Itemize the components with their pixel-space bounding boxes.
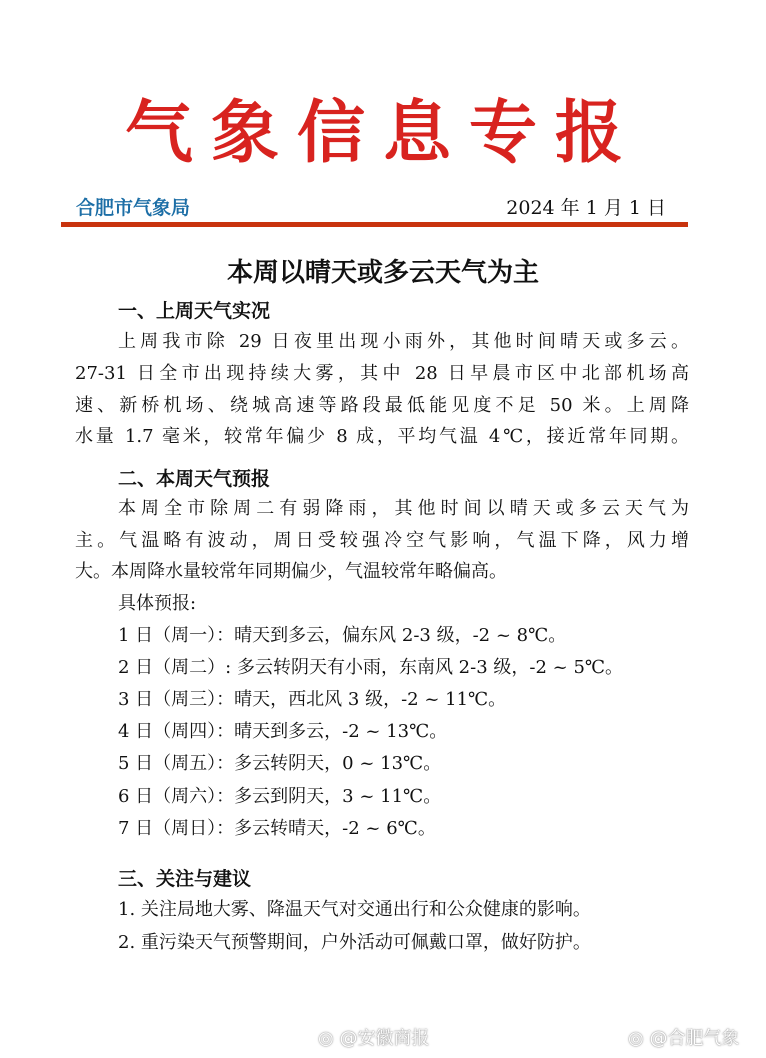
paragraph-line: 主。气温略有波动，周日受较强冷空气影响，气温下降，风力增 (75, 530, 689, 551)
section-heading-last-week: 一、上周天气实况 (118, 300, 271, 322)
weibo-icon: ◎ (628, 1028, 650, 1049)
forecast-day: 6 日（周六）：多云到阴天，3 ~ 11℃。 (118, 786, 442, 807)
advice-item: 2. 重污染天气预警期间，户外活动可佩戴口罩，做好防护。 (118, 932, 591, 953)
section-heading-this-week: 二、本周天气预报 (118, 468, 271, 490)
paragraph-line: 大。本周降水量较常年同期偏少，气温较常年略偏高。 (75, 561, 507, 582)
masthead-title: 气象信息专报 (124, 93, 641, 173)
forecast-label: 具体预报: (118, 593, 197, 614)
advice-item: 1. 关注局地大雾、降温天气对交通出行和公众健康的影响。 (118, 899, 591, 920)
forecast-day: 2 日（周二）: 多云转阴天有小雨，东南风 2-3 级，-2 ~ 5℃。 (118, 657, 624, 678)
forecast-day: 4 日（周四）：晴天到多云，-2 ~ 13℃。 (118, 721, 448, 742)
section-heading-advice: 三、关注与建议 (118, 868, 252, 890)
headline: 本周以晴天或多云天气为主 (226, 258, 539, 288)
watermark-weibo-anhui: ◎ @安徽商报 (318, 1028, 430, 1049)
agency-name: 合肥市气象局 (76, 197, 191, 219)
paragraph-line: 上周我市除 29 日夜里出现小雨外，其他时间晴天或多云。 (118, 331, 689, 352)
forecast-day: 5 日（周五）：多云转阴天，0 ~ 13℃。 (118, 753, 442, 774)
paragraph-line: 速、新桥机场、绕城高速等路段最低能见度不足 50 米。上周降 (75, 395, 689, 416)
forecast-day: 1 日（周一）：晴天到多云，偏东风 2-3 级，-2 ~ 8℃。 (118, 625, 567, 646)
issue-date: 2024 年 1 月 1 日 (506, 197, 666, 219)
paragraph-line: 本周全市除周二有弱降雨，其他时间以晴天或多云天气为 (118, 498, 689, 519)
watermark-weibo-hefei: ◎ @合肥气象 (628, 1028, 740, 1049)
paragraph-line: 水量 1.7 毫米，较常年偏少 8 成，平均气温 4℃，接近常年同期。 (75, 426, 689, 447)
header-divider (61, 222, 688, 227)
forecast-day: 3 日（周三）：晴天，西北风 3 级，-2 ~ 11℃。 (118, 689, 507, 710)
paragraph-line: 27-31 日全市出现持续大雾，其中 28 日早晨市区中北部机场高 (75, 363, 689, 384)
forecast-day: 7 日（周日）：多云转晴天，-2 ~ 6℃。 (118, 818, 436, 839)
weibo-icon: ◎ (318, 1028, 340, 1049)
